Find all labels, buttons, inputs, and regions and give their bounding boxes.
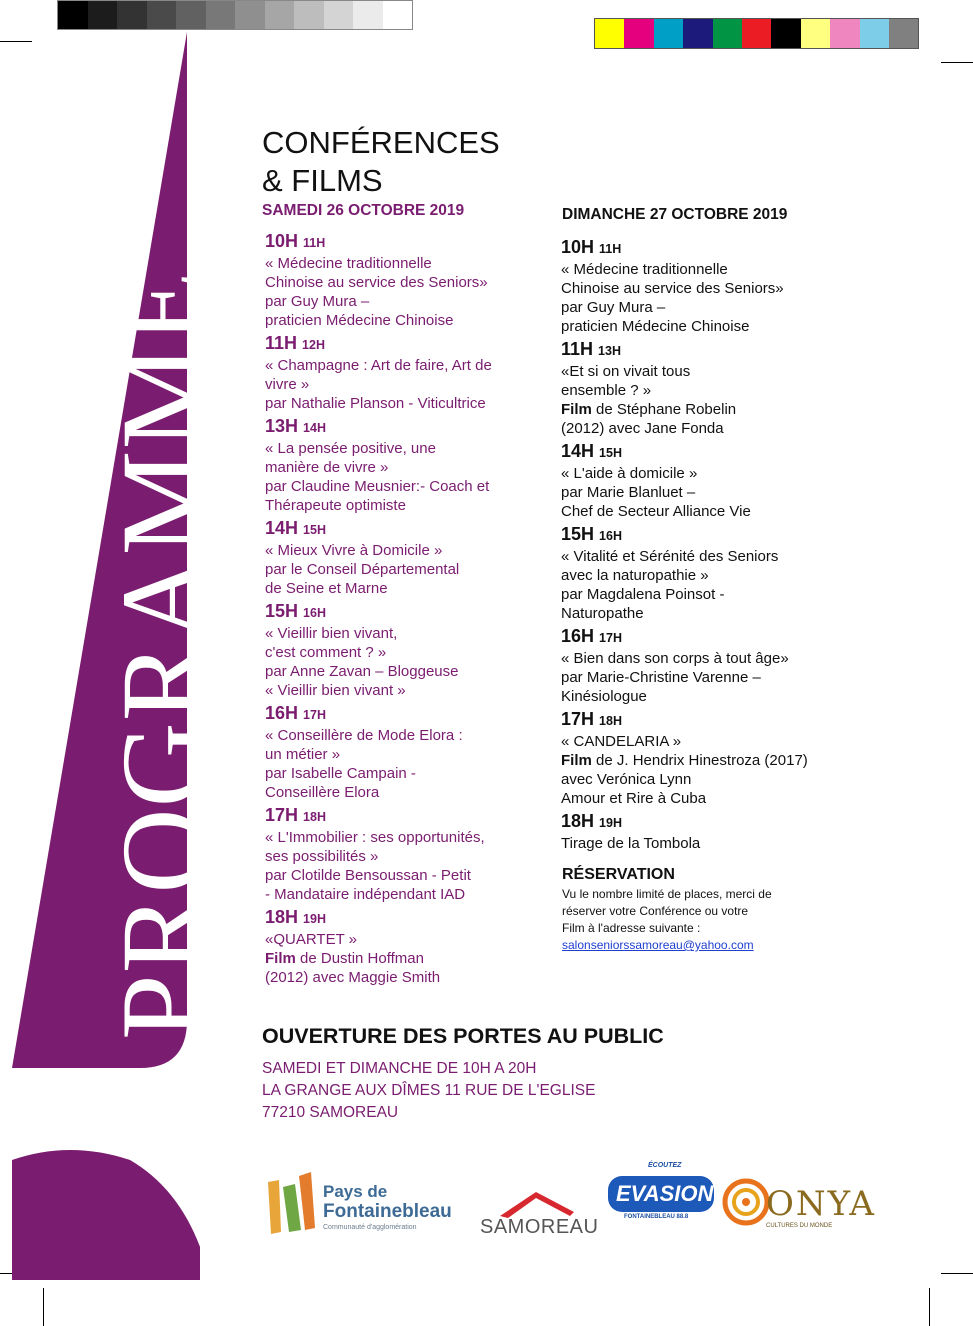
event-time xyxy=(265,702,565,726)
film-credit: de Dustin Hoffman xyxy=(295,950,424,967)
event-text-line: par Guy Mura – xyxy=(561,299,666,316)
event-start-time: 16H xyxy=(265,703,299,723)
event-time xyxy=(265,415,565,439)
event-text-line: « La pensée positive, une xyxy=(265,440,436,457)
sunday-schedule xyxy=(561,236,861,855)
color-swatch xyxy=(683,19,712,48)
opening-city: 77210 SAMOREAU xyxy=(262,1104,399,1121)
event-end-time: 17H xyxy=(599,631,622,645)
programme-vertical-title: PROGRAMME xyxy=(97,270,228,1040)
event-time xyxy=(561,708,861,732)
color-swatch xyxy=(801,19,830,48)
event-text-line: Conseillère Elora xyxy=(265,784,380,801)
event-text-line: Kinésiologue xyxy=(561,688,647,705)
film-label: Film xyxy=(561,752,592,769)
event-text-line: « Vieillir bien vivant » xyxy=(265,682,406,699)
event-text-line: « Médecine traditionnelle xyxy=(265,255,432,272)
grayscale-swatch xyxy=(324,1,354,29)
event-time xyxy=(265,332,565,356)
reservation-line: Vu le nombre limité de places, merci de xyxy=(562,887,772,901)
grayscale-swatch xyxy=(383,1,413,29)
event-start-time: 16H xyxy=(561,626,595,646)
onya-wordmark: ONYA xyxy=(766,1184,876,1224)
event-text-line: «QUARTET » xyxy=(265,931,357,948)
event-text-line: Tirage de la Tombola xyxy=(561,835,701,852)
event-text-line: par Clotilde Bensoussan - Petit xyxy=(265,867,471,884)
film-label: Film xyxy=(561,401,592,418)
event-text-line: - Mandataire indépendant IAD xyxy=(265,886,466,903)
saturday-heading: SAMEDI 26 OCTOBRE 2019 xyxy=(262,202,465,219)
event-start-time: 10H xyxy=(265,231,299,251)
event-text-line: « Vitalité et Sérénité des Seniors xyxy=(561,548,779,565)
event-start-time: 14H xyxy=(265,518,299,538)
color-swatch xyxy=(595,19,624,48)
crop-mark xyxy=(929,1288,930,1326)
event-text-line: (2012) avec Maggie Smith xyxy=(265,969,441,986)
event-text-line: « CANDELARIA » xyxy=(561,733,682,750)
schedule-event xyxy=(265,906,565,987)
pays-line2: Fontainebleau xyxy=(323,1201,452,1222)
color-calibration-bar xyxy=(594,18,919,49)
event-time xyxy=(561,810,861,834)
event-text-line: « Mieux Vivre à Domicile » xyxy=(265,542,443,559)
event-end-time: 18H xyxy=(303,810,326,824)
schedule-event xyxy=(265,415,565,515)
event-text-line: praticien Médecine Chinoise xyxy=(265,312,454,329)
schedule-event xyxy=(265,517,565,598)
event-text-line: par Isabelle Campain - xyxy=(265,765,416,782)
event-text-line: par Anne Zavan – Bloggeuse xyxy=(265,663,459,680)
event-time xyxy=(265,230,565,254)
reservation-line: réserver votre Conférence ou votre xyxy=(562,904,749,918)
onya-spiral-icon xyxy=(722,1178,772,1228)
event-start-time: 10H xyxy=(561,237,595,257)
opening-details xyxy=(262,1058,595,1124)
event-end-time: 16H xyxy=(303,606,326,620)
samoreau-logo xyxy=(478,1182,599,1242)
event-text-line: «Et si on vivait tous xyxy=(561,363,691,380)
event-text-line: par Magdalena Poinsot - xyxy=(561,586,725,603)
event-text-line: par Guy Mura – xyxy=(265,293,370,310)
event-text-line: « Champagne : Art de faire, Art de xyxy=(265,357,492,374)
schedule-event xyxy=(265,702,565,802)
pays-line1: Pays de xyxy=(323,1182,388,1201)
event-start-time: 14H xyxy=(561,441,595,461)
event-text-line: un métier » xyxy=(265,746,341,763)
reservation-line: Film à l'adresse suivante : xyxy=(562,921,701,935)
event-text-line: ses possibilités » xyxy=(265,848,379,865)
color-swatch xyxy=(771,19,800,48)
schedule-event xyxy=(265,332,565,413)
event-start-time: 11H xyxy=(561,339,594,359)
color-swatch xyxy=(713,19,742,48)
event-time xyxy=(265,906,565,930)
reservation-text xyxy=(562,886,822,954)
grayscale-swatch xyxy=(265,1,295,29)
schedule-event xyxy=(561,810,861,853)
reservation-email-link[interactable]: salonseniorssamoreau@yahoo.com xyxy=(562,938,754,952)
event-time xyxy=(265,804,565,828)
schedule-event xyxy=(561,523,861,623)
event-time xyxy=(561,236,861,260)
schedule-event xyxy=(561,625,861,706)
event-text-line: « Bien dans son corps à tout âge» xyxy=(561,650,789,667)
opening-heading: OUVERTURE DES PORTES AU PUBLIC xyxy=(262,1024,664,1048)
color-swatch xyxy=(889,19,918,48)
event-text-line: praticien Médecine Chinoise xyxy=(561,318,750,335)
event-start-time: 17H xyxy=(265,805,299,825)
event-text-line: par Marie Blanluet – xyxy=(561,484,696,501)
saturday-schedule xyxy=(265,230,565,989)
event-end-time: 16H xyxy=(599,529,622,543)
color-swatch xyxy=(654,19,683,48)
event-start-time: 18H xyxy=(561,811,595,831)
schedule-event xyxy=(561,236,861,336)
title-line-2: & FILMS xyxy=(262,163,383,198)
reservation-heading: RÉSERVATION xyxy=(562,866,675,883)
grayscale-swatch xyxy=(353,1,383,29)
event-time xyxy=(265,517,565,541)
event-end-time: 11H xyxy=(303,236,326,250)
event-start-time: 17H xyxy=(561,709,595,729)
event-end-time: 19H xyxy=(599,816,622,830)
event-end-time: 19H xyxy=(303,912,326,926)
event-film-line xyxy=(561,751,861,770)
event-text-line: Chef de Secteur Alliance Vie xyxy=(561,503,751,520)
opening-hours: SAMEDI ET DIMANCHE DE 10H A 20H xyxy=(262,1060,537,1077)
event-end-time: 11H xyxy=(599,242,622,256)
evasion-radio-logo xyxy=(604,1162,719,1232)
event-text-line: par Claudine Meusnier:- Coach et xyxy=(265,478,490,495)
event-end-time: 12H xyxy=(302,338,325,352)
event-text-line: Amour et Rire à Cuba xyxy=(561,790,707,807)
event-text-line: « Médecine traditionnelle xyxy=(561,261,728,278)
film-label: Film xyxy=(265,950,296,967)
event-text-line: « L'Immobilier : ses opportunités, xyxy=(265,829,485,846)
schedule-event xyxy=(561,338,861,438)
event-time xyxy=(561,440,861,464)
pays-de-fontainebleau-logo xyxy=(265,1162,470,1240)
event-text-line: (2012) avec Jane Fonda xyxy=(561,420,724,437)
onya-logo xyxy=(722,1178,877,1238)
event-text-line: Naturopathe xyxy=(561,605,644,622)
schedule-event xyxy=(265,804,565,904)
event-text-line: Thérapeute optimiste xyxy=(265,497,406,514)
evasion-wordmark: EVASION xyxy=(616,1181,714,1206)
event-text-line: « Vieillir bien vivant, xyxy=(265,625,398,642)
event-text-line: de Seine et Marne xyxy=(265,580,388,597)
samoreau-wordmark: SAMOREAU xyxy=(480,1216,599,1238)
event-text-line: Chinoise au service des Seniors» xyxy=(561,280,784,297)
crop-mark xyxy=(941,1273,973,1274)
event-end-time: 17H xyxy=(303,708,326,722)
grayscale-swatch xyxy=(206,1,236,29)
event-end-time: 15H xyxy=(599,446,622,460)
event-film-line xyxy=(265,949,565,968)
schedule-event xyxy=(561,708,861,808)
page-title xyxy=(262,124,500,200)
schedule-event xyxy=(561,440,861,521)
event-time xyxy=(561,338,861,362)
event-film-line xyxy=(561,400,861,419)
event-text-line: « L'aide à domicile » xyxy=(561,465,698,482)
color-swatch xyxy=(830,19,859,48)
event-text-line: c'est comment ? » xyxy=(265,644,387,661)
event-text-line: avec la naturopathie » xyxy=(561,567,709,584)
onya-subtitle: CULTURES DU MONDE xyxy=(766,1223,833,1229)
event-text-line: Chinoise au service des Seniors» xyxy=(265,274,488,291)
event-start-time: 18H xyxy=(265,907,299,927)
event-text-line: par Nathalie Planson - Viticultrice xyxy=(265,395,486,412)
opening-address: LA GRANGE AUX DÎMES 11 RUE DE L'EGLISE xyxy=(262,1082,596,1099)
event-end-time: 15H xyxy=(303,523,326,537)
event-time xyxy=(265,600,565,624)
event-start-time: 15H xyxy=(265,601,299,621)
event-start-time: 13H xyxy=(265,416,299,436)
pays-subtitle: Communauté d'agglomération xyxy=(323,1224,417,1231)
color-swatch xyxy=(624,19,653,48)
event-end-time: 13H xyxy=(598,344,621,358)
color-swatch xyxy=(860,19,889,48)
event-text-line: « Conseillère de Mode Elora : xyxy=(265,727,463,744)
event-end-time: 14H xyxy=(303,421,326,435)
event-time xyxy=(561,523,861,547)
schedule-event xyxy=(265,600,565,700)
event-text-line: par Marie-Christine Varenne – xyxy=(561,669,761,686)
film-credit: de J. Hendrix Hinestroza (2017) xyxy=(591,752,808,769)
event-end-time: 18H xyxy=(599,714,622,728)
event-time xyxy=(561,625,861,649)
film-credit: de Stéphane Robelin xyxy=(591,401,737,418)
event-text-line: vivre » xyxy=(265,376,310,393)
event-text-line: ensemble ? » xyxy=(561,382,652,399)
schedule-event xyxy=(265,230,565,330)
crop-mark xyxy=(941,62,973,63)
event-text-line: manière de vivre » xyxy=(265,459,389,476)
event-text-line: par le Conseil Départemental xyxy=(265,561,460,578)
title-line-1: CONFÉRENCES xyxy=(262,125,500,160)
event-start-time: 11H xyxy=(265,333,298,353)
grayscale-swatch xyxy=(235,1,265,29)
event-text-line: avec Verónica Lynn xyxy=(561,771,692,788)
evasion-top: ÉCOUTEZ xyxy=(648,1162,682,1169)
evasion-subtitle: FONTAINEBLEAU 88.8 xyxy=(624,1214,689,1220)
grayscale-swatch xyxy=(294,1,324,29)
event-start-time: 15H xyxy=(561,524,595,544)
sunday-heading: DIMANCHE 27 OCTOBRE 2019 xyxy=(562,206,788,223)
color-swatch xyxy=(742,19,771,48)
